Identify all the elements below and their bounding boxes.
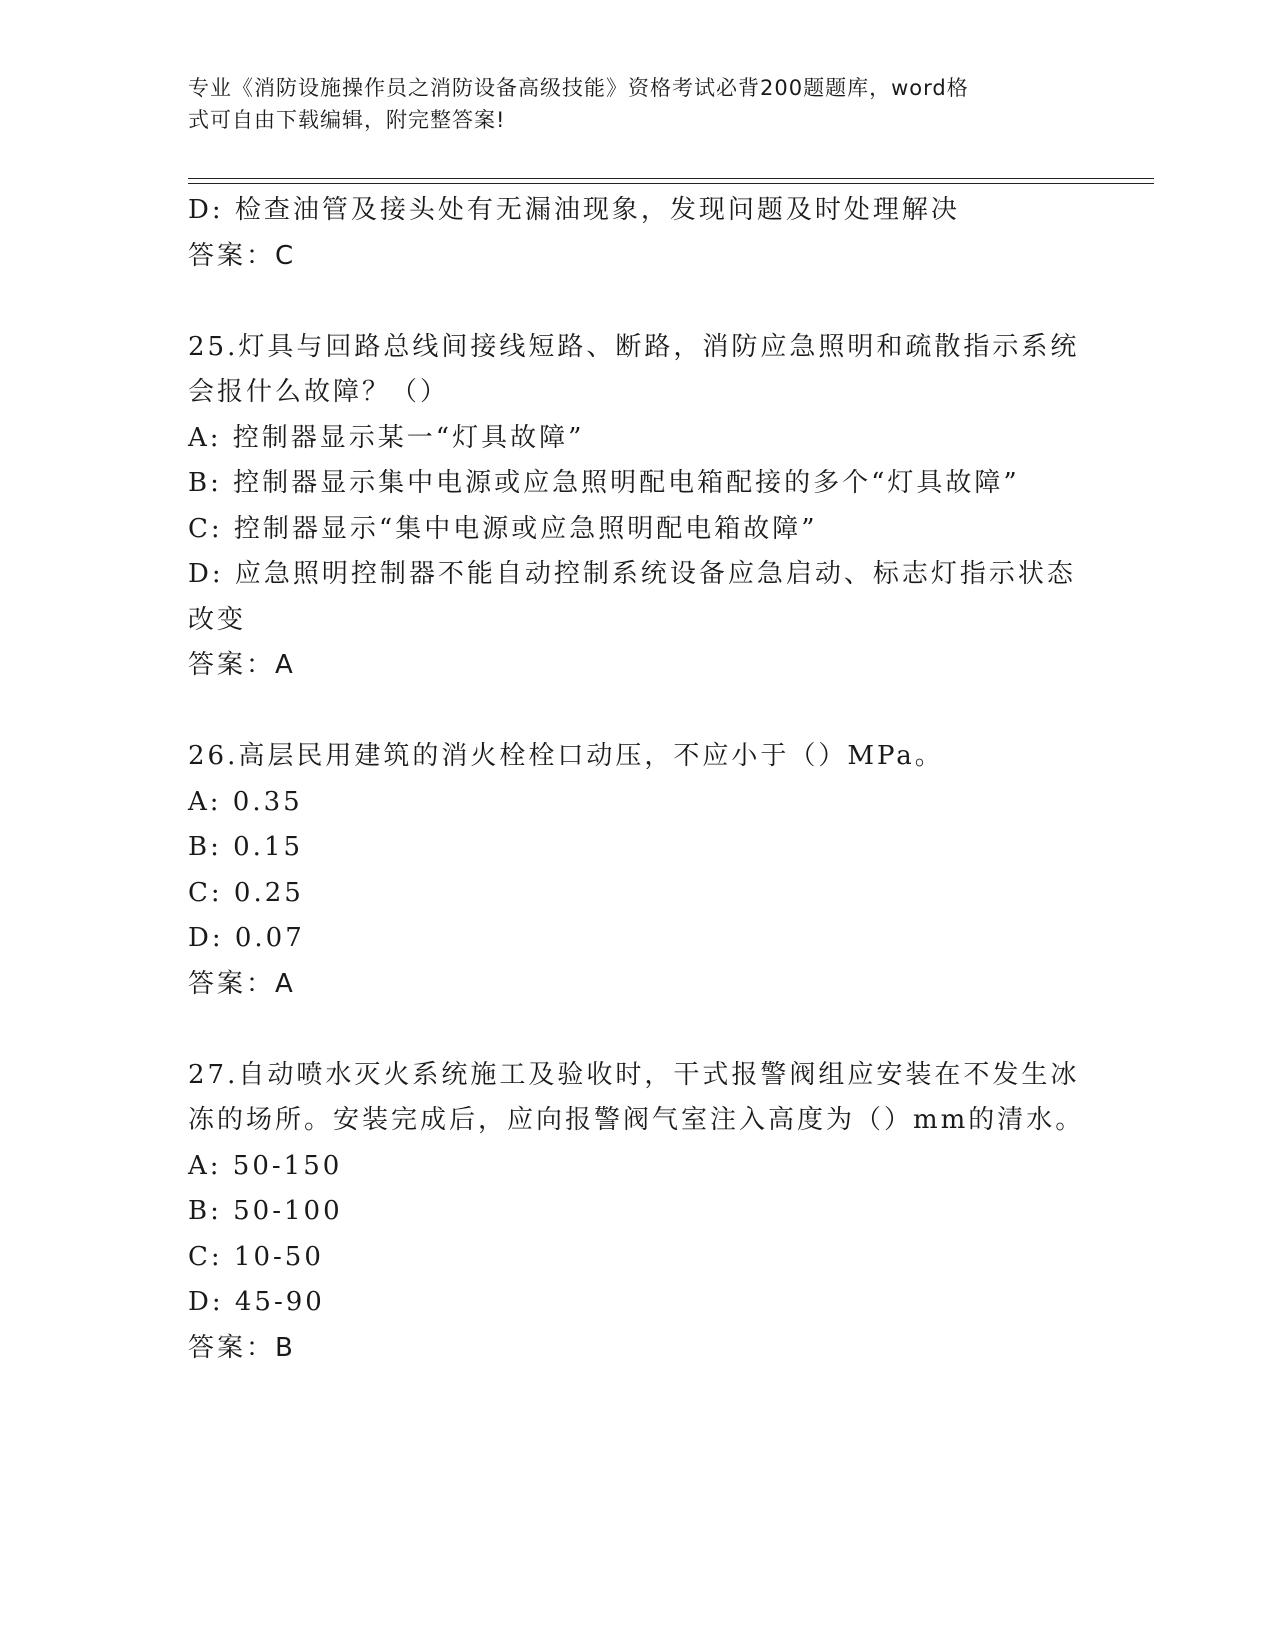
question-list	[188, 188, 1088, 1371]
option-d: D: 45-90	[188, 1287, 325, 1317]
header-divider-top	[188, 178, 1154, 179]
spacer	[188, 1007, 1088, 1053]
spacer	[188, 279, 1088, 325]
header-line-1: 专业《消防设施操作员之消防设备高级技能》资格考试必背200题题库，word格	[188, 76, 969, 100]
option-a: A: 控制器显示某一“灯具故障”	[188, 422, 585, 453]
header-divider-bottom	[188, 183, 1154, 184]
option-c: C: 0.25	[188, 877, 304, 908]
option-c: C: 10-50	[188, 1241, 324, 1272]
option-d: 改变	[188, 604, 247, 635]
spacer	[188, 689, 1088, 735]
previous-question-tail	[188, 188, 1088, 279]
answer: 答案：A	[188, 968, 296, 999]
option-d: D: 0.07	[188, 923, 305, 953]
header-line-2: 式可自由下载编辑，附完整答案!	[188, 108, 506, 132]
answer: 答案：A	[188, 650, 296, 680]
option-a: A: 0.35	[188, 786, 303, 817]
question-stem: 27.自动喷水灭火系统施工及验收时，干式报警阀组应安装在不发生冰	[188, 1059, 1080, 1090]
question-stem: 会报什么故障？（）	[188, 377, 450, 407]
option-a: A: 50-150	[188, 1150, 343, 1181]
question-27	[188, 1053, 1088, 1372]
question-stem: 26.高层民用建筑的消火栓栓口动压，不应小于（）MPa。	[188, 741, 944, 771]
option-c: C: 控制器显示“集中电源或应急照明配电箱故障”	[188, 513, 818, 544]
option-d: D: 应急照明控制器不能自动控制系统设备应急启动、标志灯指示状态	[188, 559, 1076, 589]
question-stem: 25.灯具与回路总线间接线短路、断路，消防应急照明和疏散指示系统	[188, 331, 1080, 362]
question-26	[188, 734, 1088, 1007]
answer: 答案：B	[188, 1332, 296, 1363]
question-stem: 冻的场所。安装完成后，应向报警阀气室注入高度为（）mm的清水。	[188, 1105, 1085, 1135]
option-b: B: 0.15	[188, 832, 304, 862]
option-d: D: 检查油管及接头处有无漏油现象，发现问题及时处理解决	[188, 195, 960, 225]
answer: 答案：C	[188, 240, 297, 271]
question-25	[188, 325, 1088, 689]
option-b: B: 50-100	[188, 1196, 343, 1226]
document-header	[188, 72, 1068, 136]
option-b: B: 控制器显示集中电源或应急照明配电箱配接的多个“灯具故障”	[188, 468, 1020, 498]
